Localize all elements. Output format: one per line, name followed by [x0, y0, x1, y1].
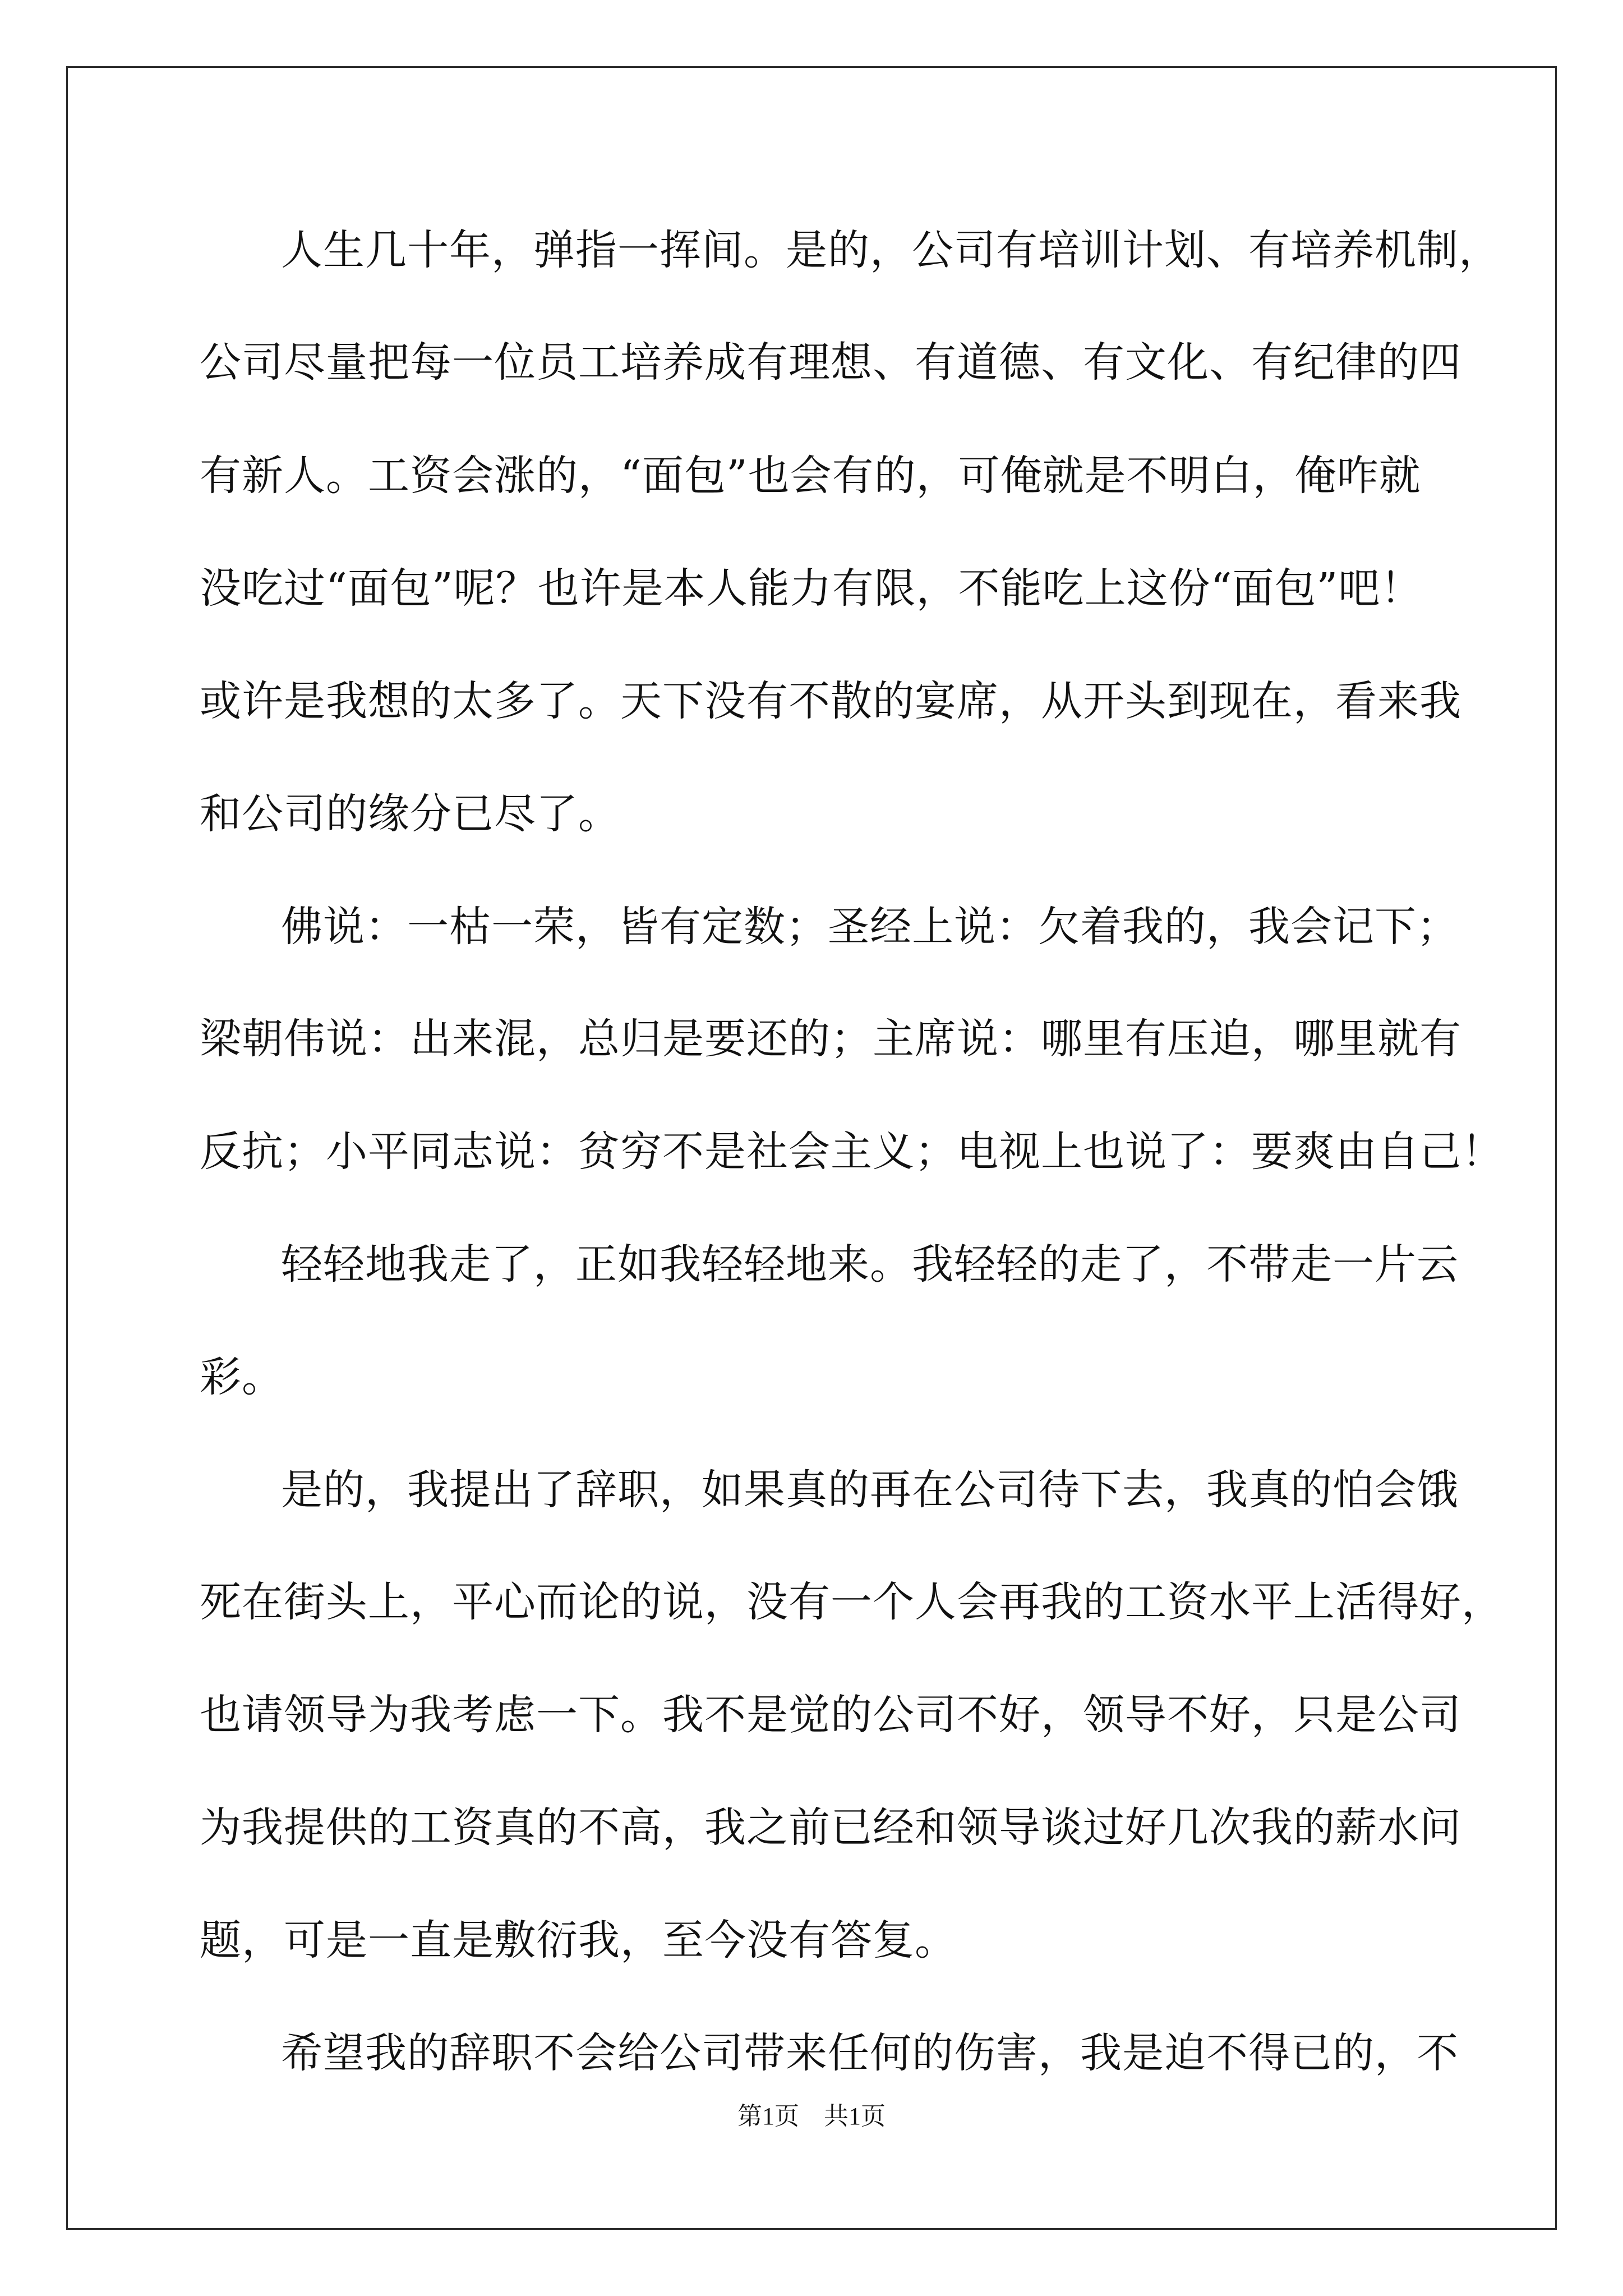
paragraph-1-line-2: 公司尽量把每一位员工培养成有理想、有道德、有文化、有纪律的四 — [200, 338, 1461, 386]
paragraph-4-line-4: 为我提供的工资真的不高，我之前已经和领导谈过好几次我的薪水问 — [200, 1803, 1461, 1852]
paragraph-2-line-2: 梁朝伟说：出来混，总归是要还的；主席说：哪里有压迫，哪里就有 — [200, 1015, 1461, 1063]
page-footer: 第1页 共1页 — [737, 2102, 886, 2130]
paragraph-1-line-1: 人生几十年，弹指一挥间。是的，公司有培训计划、有培养机制， — [281, 226, 1501, 274]
paragraph-4-line-2: 死在街头上，平心而论的说，没有一个人会再我的工资水平上活得好， — [200, 1578, 1504, 1626]
paragraph-1-line-3: 有新人。工资会涨的，“面包”也会有的，可俺就是不明白，俺咋就 — [200, 452, 1421, 500]
paragraph-3-line-2: 彩。 — [200, 1353, 284, 1401]
paragraph-3-line-1: 轻轻地我走了，正如我轻轻地来。我轻轻的走了，不带走一片云 — [281, 1240, 1459, 1289]
paragraph-5-line-1: 希望我的辞职不会给公司带来任何的伤害，我是迫不得已的，不 — [281, 2029, 1459, 2077]
paragraph-4-line-5: 题，可是一直是敷衍我，至今没有答复。 — [200, 1916, 957, 1964]
paragraph-4-line-3: 也请领导为我考虑一下。我不是觉的公司不好，领导不好，只是公司 — [200, 1691, 1461, 1739]
paragraph-1-line-6: 和公司的缘分已尽了。 — [200, 790, 620, 838]
paragraph-1-line-5: 或许是我想的太多了。天下没有不散的宴席，从开头到现在，看来我 — [200, 677, 1461, 725]
paragraph-2-line-1: 佛说：一枯一荣，皆有定数；圣经上说：欠着我的，我会记下； — [281, 903, 1459, 951]
paragraph-4-line-1: 是的，我提出了辞职，如果真的再在公司待下去，我真的怕会饿 — [281, 1466, 1459, 1514]
paragraph-1-line-4: 没吃过“面包”呢？也许是本人能力有限，不能吃上这份“面包”吧！ — [200, 564, 1423, 613]
paragraph-2-line-3: 反抗；小平同志说：贫穷不是社会主义；电视上也说了：要爽由自己！ — [200, 1128, 1504, 1176]
